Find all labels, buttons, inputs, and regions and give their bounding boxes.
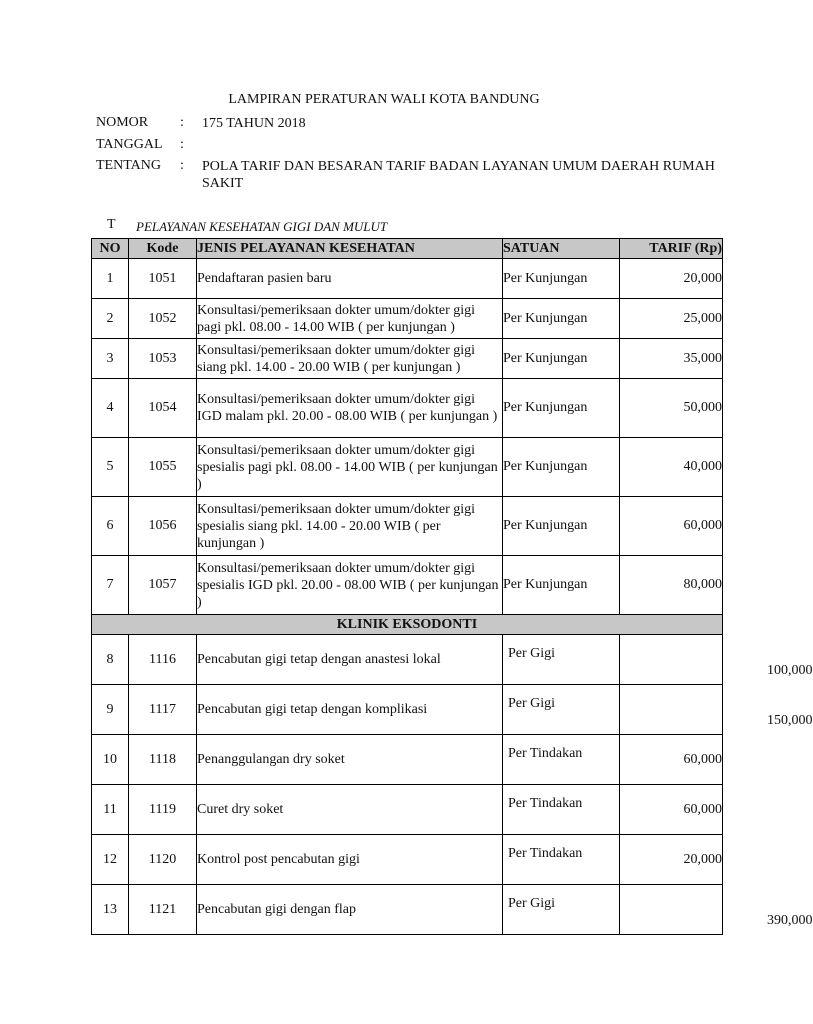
table-row [92,635,723,685]
row-satuan: Per Kunjungan [503,497,620,556]
row-tarif: 80,000 [620,556,723,615]
row-tarif: 20,000 [620,259,723,299]
row-no: 10 [92,735,129,785]
row-no: 4 [92,379,129,438]
row-kode: 1053 [129,339,197,379]
row-kode: 1119 [129,785,197,835]
row-tarif: 60,000 [620,785,723,835]
row-satuan: Per Tindakan [503,835,620,885]
table-header-row [92,239,723,259]
row-no: 6 [92,497,129,556]
row-satuan: Per Kunjungan [503,259,620,299]
row-kode: 1056 [129,497,197,556]
row-satuan: Per Kunjungan [503,438,620,497]
row-no: 11 [92,785,129,835]
row-no: 9 [92,685,129,735]
row-kode: 1121 [129,885,197,935]
table-row [92,497,723,556]
row-kode: 1055 [129,438,197,497]
row-satuan: Per Tindakan [503,785,620,835]
row-kode: 1052 [129,299,197,339]
row-kode: 1054 [129,379,197,438]
column-header-tarif: TARIF (Rp) [620,239,723,259]
table-row [92,556,723,615]
table-row [92,259,723,299]
nomor-label: NOMOR [96,115,149,130]
row-jenis: Pencabutan gigi tetap dengan komplikasi [197,685,503,735]
row-kode: 1120 [129,835,197,885]
column-header-satuan: SATUAN [503,239,620,259]
row-satuan: Per Kunjungan [503,556,620,615]
row-tarif: 35,000 [620,339,723,379]
row-kode: 1057 [129,556,197,615]
row-tarif: 150,000 [620,685,723,735]
row-no: 8 [92,635,129,685]
table-row [92,835,723,885]
row-no: 12 [92,835,129,885]
row-jenis: Pencabutan gigi tetap dengan anastesi lokal [197,635,503,685]
table-row [92,685,723,735]
row-satuan: Per Tindakan [503,735,620,785]
table-row [92,339,723,379]
row-no: 5 [92,438,129,497]
row-tarif: 100,000 [620,635,723,685]
row-no: 1 [92,259,129,299]
row-kode: 1117 [129,685,197,735]
tanggal-label: TANGGAL [96,137,163,152]
row-jenis: Konsultasi/pemeriksaan dokter umum/dokter gigi siang pkl. 14.00 - 20.00 WIB ( per kunjungan ) [197,339,503,379]
klinik-eksodonti-title: KLINIK EKSODONTI [92,615,723,635]
row-kode: 1118 [129,735,197,785]
row-satuan: Per Gigi [503,685,620,735]
row-jenis: Pendaftaran pasien baru [197,259,503,299]
row-kode: 1116 [129,635,197,685]
row-jenis: Curet dry soket [197,785,503,835]
row-satuan: Per Gigi [503,885,620,935]
tentang-colon: : [180,158,184,173]
section-letter: T [107,217,116,232]
table-row [92,885,723,935]
row-satuan: Per Gigi [503,635,620,685]
nomor-colon: : [180,115,184,130]
row-jenis: Pencabutan gigi dengan flap [197,885,503,935]
row-jenis: Konsultasi/pemeriksaan dokter umum/dokter gigi spesialis siang pkl. 14.00 - 20.00 WIB ( per kunjungan ) [197,497,503,556]
tentang-value: POLA TARIF DAN BESARAN TARIF BADAN LAYANAN UMUM DAERAH RUMAH SAKIT [202,159,715,191]
row-jenis: Konsultasi/pemeriksaan dokter umum/dokter gigi spesialis IGD pkl. 20.00 - 08.00 WIB ( per kunjungan ) [197,556,503,615]
row-satuan: Per Kunjungan [503,339,620,379]
table-row [92,379,723,438]
column-header-jenis: JENIS PELAYANAN KESEHATAN [197,239,503,259]
section-title: PELAYANAN KESEHATAN GIGI DAN MULUT [136,219,388,234]
column-header-no: NO [92,239,129,259]
table-row [92,299,723,339]
tentang-label: TENTANG [96,158,161,173]
row-jenis: Kontrol post pencabutan gigi [197,835,503,885]
row-satuan: Per Kunjungan [503,299,620,339]
table-row [92,438,723,497]
row-jenis: Konsultasi/pemeriksaan dokter umum/dokter gigi pagi pkl. 08.00 - 14.00 WIB ( per kunjungan ) [197,299,503,339]
row-tarif: 50,000 [620,379,723,438]
row-jenis: Penanggulangan dry soket [197,735,503,785]
tanggal-colon: : [180,137,184,152]
tariff-table [91,238,813,935]
row-tarif: 20,000 [620,835,723,885]
table-row [92,735,723,785]
row-tarif: 25,000 [620,299,723,339]
row-tarif: 60,000 [620,497,723,556]
column-header-kode: Kode [129,239,197,259]
row-satuan: Per Kunjungan [503,379,620,438]
nomor-value: 175 TAHUN 2018 [202,116,306,131]
row-jenis: Konsultasi/pemeriksaan dokter umum/dokter gigi spesialis pagi pkl. 08.00 - 14.00 WIB ( per kunjungan ) [197,438,503,497]
row-jenis: Konsultasi/pemeriksaan dokter umum/dokter gigi IGD malam pkl. 20.00 - 08.00 WIB ( per kunjungan ) [197,379,503,438]
row-no: 13 [92,885,129,935]
row-tarif: 60,000 [620,735,723,785]
row-no: 7 [92,556,129,615]
row-tarif: 390,000 [620,885,723,935]
table-row [92,785,723,835]
row-no: 2 [92,299,129,339]
document-title: LAMPIRAN PERATURAN WALI KOTA BANDUNG [228,92,540,107]
row-no: 3 [92,339,129,379]
row-tarif: 40,000 [620,438,723,497]
row-kode: 1051 [129,259,197,299]
section-row-klinik-eksodonti [92,615,723,635]
